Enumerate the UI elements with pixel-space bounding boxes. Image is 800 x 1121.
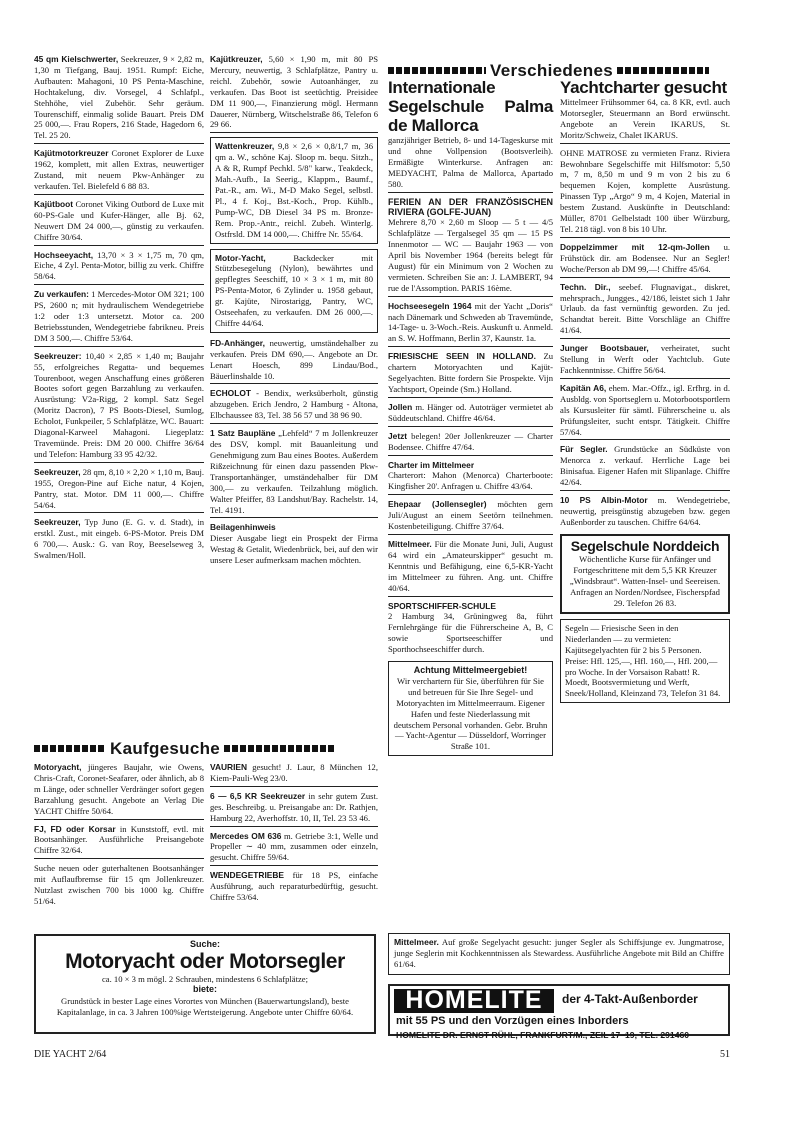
achtung-mittelmeer-ad	[388, 661, 553, 756]
ad-title: Yachtcharter gesucht	[560, 78, 727, 97]
classified-ad: Kajütmotorkreuzer Coronet Explorer de Luxe 1962, komplett, mit allen Extras, neuwertiger Zustand, mit neuem Pkw-Anhänger zu verkaufen. Tel. Bielefeld 6 88 83.	[34, 148, 204, 195]
ferien-riviera-ad	[388, 197, 553, 297]
header-bars	[388, 67, 486, 74]
kaufgesuche-column-2	[210, 762, 378, 909]
column-1	[34, 54, 204, 567]
segelschule-palma-ad	[388, 78, 553, 193]
notice: Beilagenhinweis Dieser Ausgabe liegt ein Prospekt der Firma Westag & Getalit, Wiedenbrück, bei, auf den wir unsere Leser aufmerksam machen möchten.	[210, 522, 378, 566]
ad-text: Mittelmeer Frühsommer 64, ca. 8 KR, evtl. auch Motorsegler, Steuermann an Bord erwünscht. Angebote an Verein IKARUS, St. Moritz/Schweiz, Chalet IKARUS.	[560, 97, 730, 140]
classified-ad: Charter im Mittelmeer Charterort: Mahon (Menorca) Charterboote: Kingfisher 20'. Anfragen u. Chiffre 43/64.	[388, 460, 553, 496]
classified-ad: 1 Satz Baupläne „Lehfeld“ 7 m Jollenkreuzer des DSV, kompl. mit Bauanleitung und Genehmigung zum Bau eines Bootes. Außerdem Rißzeichnung für einen dazu passenden Pkw-Transportanhänger, umständehalber für DM 300,— zu verkaufen. Teilzahlung möglich. Walter Pfeiffer, 83 Landshut/Bay. Rachelstr. 14, Tel. 4191.	[210, 428, 378, 518]
ad-text: ganzjähriger Betrieb, 8- und 14-Tageskurse mit und ohne Vollpension (Bootsverleih). Ermäßigte Winterkurse. Anfragen an: MEDYACHT, Palma de Mallorca, Apartado 580.	[388, 135, 553, 189]
boxed-ad: Motor-Yacht, Backdecker mit Stützbesegelung (Nylon), bewährtes und gepflegtes Seeschiff, 10 × 3 × 1 m, mit 80 PS-Penta-Motor, 6 Zylinder u. 1958 gebaut, gr. Kajüte, Nirostarigg, Pantry, WC, Ostseehafen, zu verkaufen. DM 26 000,—. Chiffre 44/64.	[210, 249, 378, 333]
classified-ad: Jollen m. Hänger od. Autoträger vermietet ab Süddeutschland. Chiffre 46/64.	[388, 402, 553, 427]
classified-ad: 10 PS Albin-Motor m. Wendegetriebe, neuwertig, preisgünstig abzugeben bzw. gegen Außenborder zu tauschen. Chiffre 64/64.	[560, 495, 731, 527]
ad-text: ca. 10 × 3 m mögl. 2 Schrauben, mindestens 6 Schlafplätze;	[101, 973, 309, 984]
verschiedenes-title: Verschiedenes	[490, 61, 613, 80]
ad-title: Achtung Mittelmeergebiet!	[413, 665, 528, 676]
classified-ad: Seekreuzer, Typ Juno (E. G. v. d. Stadt), in erstkl. Zust., mit eingeb. 6-PS-Motor. Preis DM 6 700,—. Ausk.: G. van Roy, Beeselseweg 3, Swalmen/Holl.	[34, 517, 204, 561]
suche-motoryacht-ad	[34, 934, 376, 1034]
classified-ad: SPORTSCHIFFER-SCHULE 2 Hamburg 34, Grüningweg 8a, führt Fernlehrgänge für die Führerscheine A, B, C sowie Sportseeschiffer und Sporthochseeschiffer durch.	[388, 600, 553, 655]
classified-ad: Doppelzimmer mit 12-qm-Jollen u. Frühstück dir. am Bodensee. Nur an Segler! Woche/Person ab DM 99,—! Chiffre 45/64.	[560, 242, 730, 278]
column-2	[210, 54, 378, 572]
ad-tagline: mit 55 PS und den Vorzügen eines Inborders	[396, 1015, 629, 1027]
ad-text: Grundstück in bester Lage eines Vorortes von München (Bauerwartungsland), beste Kapitalanlage, in ca. 3 Jahren 100%ige Wertsteigerung. Angebote unter Chiffre 60/64.	[56, 995, 354, 1017]
classified-ad: Motoryacht, jüngeres Baujahr, wie Owens, Chris-Craft, Coronet-Seafarer, oder ähnlich, ab 8 m Länge, oder schneller Verdränger sofort gegen Barzahlung gesucht. Angebote an Verlag Die YACHT Chiffre 50/64.	[34, 762, 204, 820]
page-footer	[34, 1049, 730, 1062]
classified-ad: Mercedes OM 636 m. Getriebe 3:1, Welle und Propeller ∼ 40 mm, zusammen oder einzeln, gesucht. Chiffre 59/64.	[210, 831, 378, 867]
classified-ad: Kapitän A6, ehem. Mar.-Offz., igl. Erfhrg. in d. Ausbldg. von Sportseglern u. Motorbootsportlern als Kursusleiter für sämtl. Führerscheine u. als Prüfungsleiter, sucht entspr. Tätigkeit. Chiffre 57/64.	[560, 383, 730, 441]
mittelmeer-segler-ad: Mittelmeer. Auf große Segelyacht gesucht: junger Segler als Schiffsjunge ev. Jungmatrose, junge Seglerin mit Kochkenntnissen als Stewardess. Ausführliche Angebote mit Bild an Chiffre 61/64.	[388, 933, 730, 975]
classified-ad: Jetzt belegen! 20er Jollenkreuzer — Charter Bodensee. Chiffre 47/64.	[388, 431, 553, 456]
ad-text: Wöchentliche Kurse für Anfänger und Fortgeschrittene mit dem 5,5 KR Kreuzer „Windsbraut“. Watten-Insel- und Seereisen. Anfragen an Norden/Nordsee, Fischerspfad 29. Telefon 26 83.	[569, 554, 721, 609]
yachtcharter-ad	[560, 78, 730, 144]
column-3	[388, 78, 553, 761]
ad-tagline: der 4-Takt-Außenborder	[562, 991, 698, 1006]
homelite-logo: HOMELITE	[394, 989, 554, 1013]
classified-ad: VAURIEN gesucht! J. Laur, 8 München 12, Kiem-Pauli-Weg 23/0.	[210, 762, 378, 787]
classified-ad: ECHOLOT - Bendix, werksüberholt, günstig abzugeben. Erich Jendro, 2 Hamburg - Altona, Elbchaussee 83, Tel. 38 56 57 und 38 96 90.	[210, 388, 378, 424]
boxed-ad: Wattenkreuzer, 9,8 × 2,6 × 0,8/1,7 m, 36 qm a. W., schöne Kaj. Sloop m. bequ. Sitzh., A & R, Rumpf Pechkl. 5/8" karw., Teakdeck, Mah.-Aufb., Ia Seerig., Klappm., Baumf., Pat.-R., am. Wi., M-D Mako Segel, selbstl. Pl., 4 f. Koj., Bst.-Koch., Prop. Kühlb., Pump-WC, DB Diesel 34 PS m. Bronze-Rem. Prop.-Antr., reichl. Zubeh. Winterlg. Ostfrsld. DM 14 000,—. Chiffre Nr. 55/64.	[210, 137, 378, 243]
header-bars	[617, 67, 709, 74]
magazine-issue: DIE YACHT 2/64	[34, 1049, 107, 1060]
classified-ad: Hochseeyacht, 13,70 × 3 × 1,75 m, 70 qm, Eiche, 4 Zyl. Penta-Motor, billig zu verk. Chiffre 58/64.	[34, 250, 204, 286]
ad-title: FERIEN AN DER FRANZÖSISCHEN RIVIERA (GOLFE-JUAN)	[388, 196, 553, 217]
classified-ad: FJ, FD oder Korsar in Kunststoff, evtl. mit Bootsanhänger. Ausführliche Preisangebote Chiffre 32/64.	[34, 824, 204, 860]
ad-label: biete:	[192, 984, 217, 995]
header-bars	[34, 745, 106, 752]
classified-ad: Ehepaar (Jollensegler) möchten gern Juli/August an einem Seetörn teilnehmen. Kostenbeteiligung. Chiffre 37/64.	[388, 499, 553, 535]
classified-ad: Seekreuzer: 10,40 × 2,85 × 1,40 m; Baujahr 55, erfolgreiches Regatta- und bequemes Tourenboot, wegen Anschaffung eines größeren Bootes sofort gegen Barzahlung zu verkaufen. Ausrüstung: V2a-Rigg, 2 kompl. Satz Segel (Moritz Dacron), 7 PS Boots-Diesel, Sumlog, Echolot, Funkpeiler, 5 Schlafplätze, WC. Bauart: Diagonal-Karweel Mahagoni. Liegeplatz: Travemünde. Preis: DM 20 000. Chiffre 36/64 und Telefon: Hamburg 33 95 42/32.	[34, 351, 204, 463]
classified-ad: Mittelmeer. Für die Monate Juni, Juli, August 64 wird ein „Amateurskipper“ gesucht m. Kenntnis und Befähigung, eine 6,5-KR-Yacht im Mittelmeer zu führen. Ang. unt. Chiffre 40/64.	[388, 539, 553, 597]
classified-ad: Techn. Dir., seebef. Flugnavigat., diskret, mehrsprach., Jungges., 42/186, leistet sich 1 Jahr Urlaub. da fast vernünftig geworden. Zu jed. Schandtat bereit. Bitte Vorschläge an Chiffre 41/64.	[560, 282, 730, 340]
classified-ad: Für Segler. Grundstücke an Südküste von Menorca z. verkauf. Herrliche Lage bei Binisafua. Eigener Hafen mit Slipanlage. Chiffre 42/64.	[560, 444, 730, 491]
ad-text: Wir verchartern für Sie, überführen für Sie und betreuen für Sie Ihre Segel- und Motoryachten im Mittelmeerraum. Eigener Hafen und feste Niederlassung mit deutschem Personal vorhanden. Gebr. Bruhn — Yacht-Agentur — Düsseldorf, Worringer Straße 101.	[393, 675, 548, 752]
segeln-friesische-seen-ad: Segeln — Friesische Seen in den Niederlanden — zu vermieten: Kajütsegelyachten für 2 bis 5 Personen. Preise: Hfl. 125,—, Hfl. 160,—, Hfl. 200,— pro Woche. In der Vorsaison Rabatt! R. Moedt, Bootsvermietung und Werft, Sneek/Holland, Kleinzand 73, Telefon 31 84.	[560, 619, 730, 703]
classified-ad: WENDEGETRIEBE für 18 PS, einfache Ausführung, auch reparaturbedürftig, gesucht. Chiffre 53/64.	[210, 870, 378, 903]
ad-title: Motoryacht oder Motorsegler	[65, 950, 345, 974]
classified-ad: Hochseesegeln 1964 mit der Yacht „Doris“ nach Dänemark und Schweden ab Travemünde, 14-Tage- u. 3-Woch.-Reis. Auskunft u. Anmeld. an S. W. Hoffmann, Berlin 37, Kaunstr. 1a.	[388, 301, 553, 348]
segelschule-norddeich-ad	[560, 534, 730, 614]
classified-ad: Zu verkaufen: 1 Mercedes-Motor OM 321; 100 PS, 2600 n; mit hydraulischem Wendegetriebe 1:2 oder 1:3 untersetzt. Motor ca. 200 Betriebsstunden, Wendegetriebe fabrikneu. Preis DM 3 500,—. Chiffre 53/64.	[34, 289, 204, 347]
classified-ad: Seekreuzer, 28 qm, 8,10 × 2,20 × 1,10 m, Bauj. 1955, Oregon-Pine auf Eiche natur, 4 Kojen, Pantry, stat. Motor. DM 11 000,—. Chiffre 54/64.	[34, 467, 204, 514]
kaufgesuche-header	[34, 738, 376, 760]
homelite-ad	[388, 984, 730, 1040]
classified-ad: Junger Bootsbauer, verheiratet, sucht Stellung in Werft oder Yachtclub. Gute Fachkenntnisse. Chiffre 56/64.	[560, 343, 730, 379]
classified-ad: 45 qm Kielschwerter, Seekreuzer, 9 × 2,82 m, 1,30 m Tiefgang, Bauj. 1951. Rumpf: Eiche, Aufbauten: Mahagoni, 10 PS Penta-Maschine, Hochtakelung, div. Vorsegel, 4 Schlafpl., Stehhöhe, viel Zubehör. Sehr geräum. Tourenschiff, einmalig solide Bauart. Preis DM 25 000,—. Frau Ropers, 216 Stade, Hagedorn 6, Tel. 25 20.	[34, 54, 204, 144]
classified-ad: FD-Anhänger, neuwertig, umständehalber zu verkaufen. Preis DM 690,—. Angebote an Dr. Lenart Hoesch, 899 Lindau/Bod., Bäuerlinshalde 10.	[210, 338, 378, 385]
ad-text: Mehrere 8,70 × 2,60 m Sloop — 5 t — 4/5 Schlafplätze — Tergalsegel 35 qm — 15 PS Innenmotor — WC — Baujahr 1963 — von April bis November 1964 (bereits belegt für August) für ein Minimum von 2 Wochen zu vermieten. Schreiben Sie an: J. LAMBERT, 94 rue de l'Assomption. PARIS 16ème.	[388, 217, 553, 293]
header-bars	[224, 745, 334, 752]
classified-ad: Kajütkreuzer, 5,60 × 1,90 m, mit 80 PS Mercury, neuwertig, 3 Schlafplätze, Pantry u. reichl. Zubehör, sowie Autoanhänger, zu verkaufen. Das Boot ist seetüchtig. Preisidee DM 11 900,—, Finanzierung mögl. Hermann Dauerer, Nürnberg, Witschelstraße 86, Telefon 6 29 66.	[210, 54, 378, 133]
ad-title: Internationale Segelschule Palma de Mallorca	[388, 78, 553, 136]
classified-ad: Suche neuen oder guterhaltenen Bootsanhänger mit Auflaufbremse für 15 qm Jollenkreuzer. Nutzlast zwischen 700 bis 1000 kg. Chiffre 51/64.	[34, 863, 204, 906]
kaufgesuche-title: Kaufgesuche	[110, 739, 221, 758]
column-4	[560, 78, 730, 708]
ad-title: Segelschule Norddeich	[570, 537, 720, 554]
ad-label: Suche:	[189, 939, 220, 949]
ohne-matrose-ad: OHNE MATROSE zu vermieten Franz. Riviera Bewohnbare Segelschiffe mit Hilfsmotor: 5,50 m, 7 m, 8,50 m und 9 m von 2 bis zu 6 bequemen Kojen, komplette Ausrüstung. Pinassen Typ „Argo“ 9 m, 4 Kojen, Material in bestem Zustand. Auskünfte in Deutschland: Müller, 8701 Gelbelstadt 100 über Würzburg, Tel. 218 tägl. von 8 bis 10 Uhr.	[560, 148, 730, 238]
page-number: 51	[720, 1049, 730, 1060]
classified-ad: FRIESISCHE SEEN IN HOLLAND. Zu chartern Motoryachten und Kajüt-Segelyachten. Bitte fordern Sie Prospekte. Vijn Yachtsport, Opeinde (Sm.) Holland.	[388, 351, 553, 398]
classified-ad: Kajütboot Coronet Viking Outbord de Luxe mit 60-PS-Gale und Kufer-Hänger, alle Bj. 62, Neuwert DM 24 000,—, günstig zu verkaufen. Chiffre 30/64.	[34, 199, 204, 246]
classified-ad: 6 — 6,5 KR Seekreuzer in sehr gutem Zust. ges. Beschreibg. u. Preisangabe an: Dr. Rathjen, Hamburg 22, Averhoffstr. 10, II, Tel. 23 53 46.	[210, 791, 378, 827]
kaufgesuche-column-1	[34, 762, 204, 913]
ad-address: HOMELITE DR. ERNST RÜHL, FRANKFURT/M., ZEIL 17–19, TEL. 291460	[396, 1029, 690, 1040]
